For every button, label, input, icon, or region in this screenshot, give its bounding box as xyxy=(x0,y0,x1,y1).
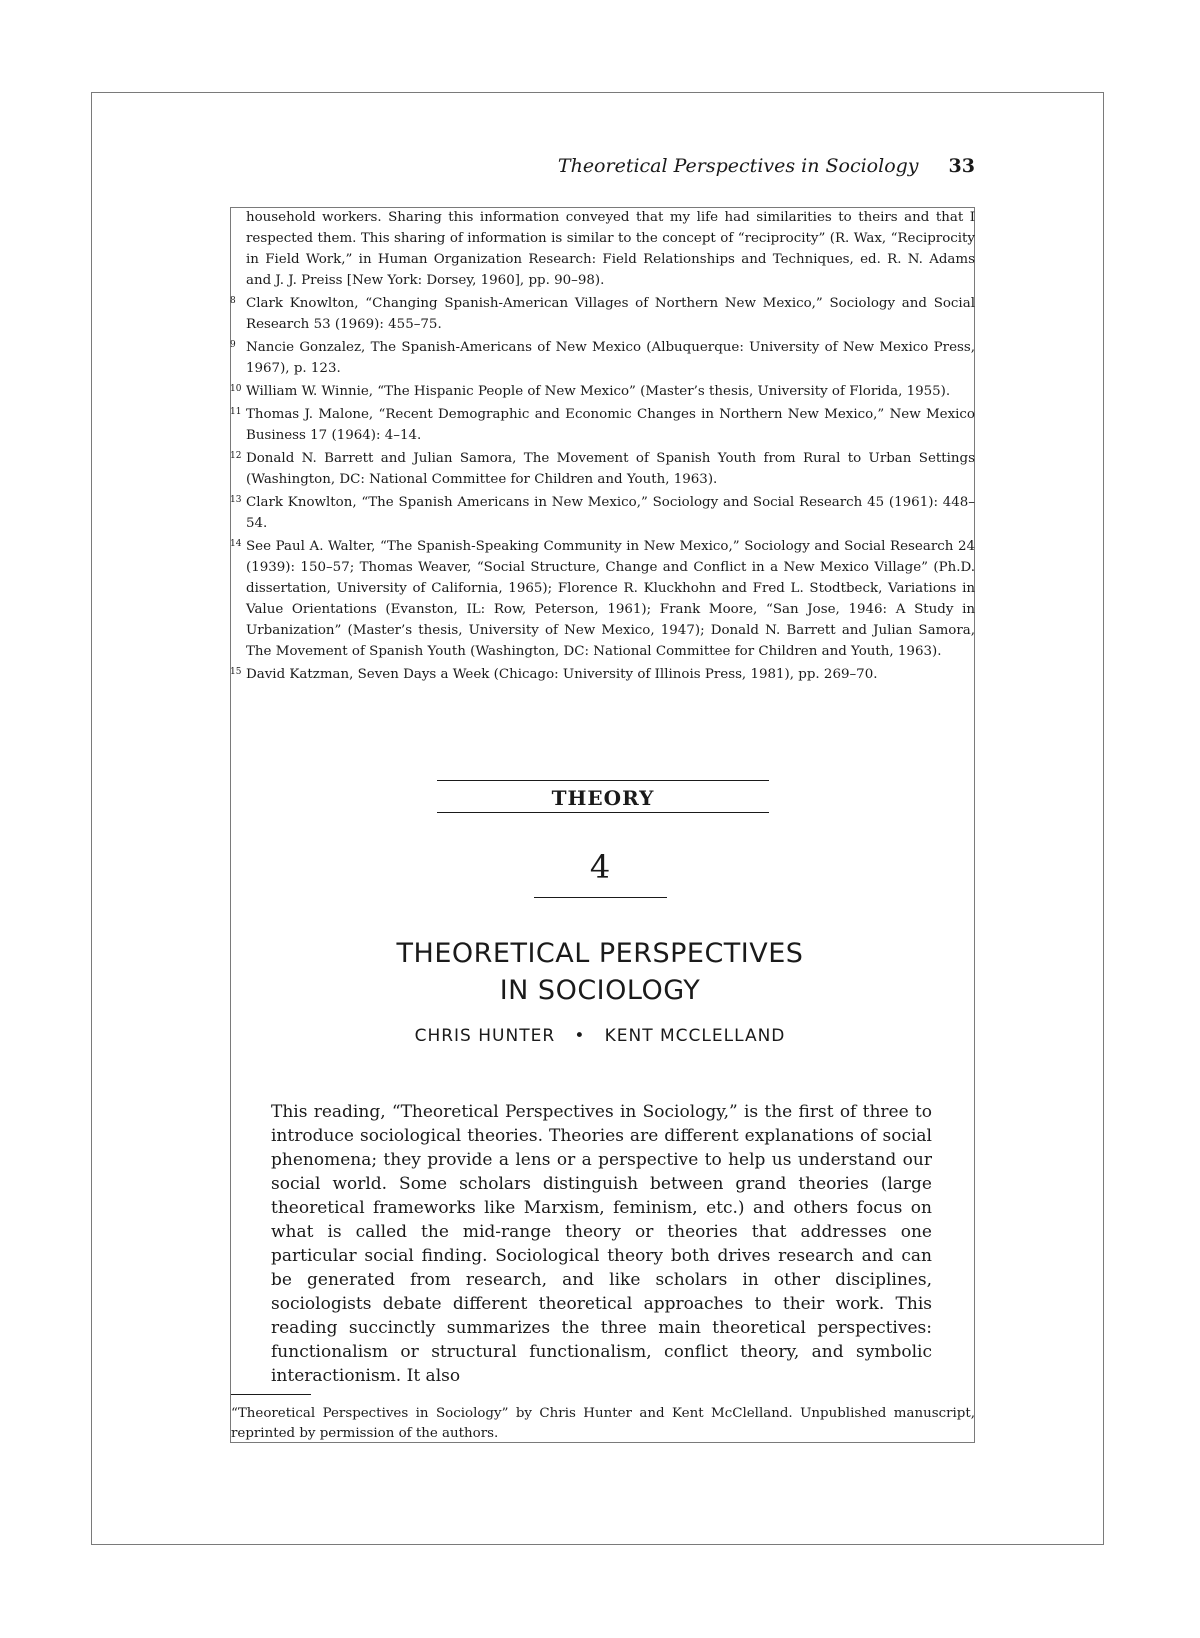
footnote-text: Nancie Gonzalez, The Spanish-Americans of New Mexico (Albuquerque: University of New Mexico Press, 1967), p. 123. xyxy=(246,340,975,376)
running-header xyxy=(230,150,975,182)
footnote-number: 11 xyxy=(230,407,242,417)
footnote-text: See Paul A. Walter, “The Spanish-Speaking Community in New Mexico,” Sociology and Social Research 24 (1939): 150–57; Thomas Weaver, “Social Structure, Change and Conflict in a New Mexico Village” (Ph.D. dissertation, University of California, 1965); Florence R. Kluckhohn and Fred L. Stodtbeck, Variations in Value Orientations (Evanston, IL: Row, Peterson, 1961); Frank Moore, “San Jose, 1946: A Study in Urbanization” (Master’s thesis, University of New Mexico, 1947); Donald N. Barrett and Julian Samora, The Movement of Spanish Youth (Washington, DC: National Committee for Children and Youth, 1963). xyxy=(246,539,975,659)
author-1: CHRIS HUNTER xyxy=(414,1026,556,1046)
footnote-number: 15 xyxy=(230,667,242,677)
author-2: KENT MCCLELLAND xyxy=(604,1026,786,1046)
author-separator: • xyxy=(574,1026,586,1046)
footnote-number: 14 xyxy=(230,539,242,549)
page-number: 33 xyxy=(948,155,975,177)
footnote-text: William W. Winnie, “The Hispanic People of New Mexico” (Master’s thesis, University of Florida, 1955). xyxy=(246,384,951,399)
source-credit: “Theoretical Perspectives in Sociology” by Chris Hunter and Kent McClelland. Unpublished manuscript, reprinted by permission of the authors. xyxy=(231,1406,975,1441)
footnote-number: 12 xyxy=(230,451,242,461)
footnote-9 xyxy=(230,337,975,379)
chapter-divider xyxy=(534,897,667,898)
footnote-number: 13 xyxy=(230,495,242,505)
footnote-text: household workers. Sharing this information conveyed that my life had similarities to theirs and that I respected them. This sharing of information is similar to the concept of “reciprocity” (R. Wax, “Reciprocity in Field Work,” in Human Organization Research: Field Relationships and Techniques, ed. R. N. Adams and J. J. Preiss [New York: Dorsey, 1960], pp. 90–98). xyxy=(246,210,975,288)
footnote-number: 9 xyxy=(230,340,236,350)
footnote-8 xyxy=(230,293,975,335)
footnote-13 xyxy=(230,492,975,534)
footnotes xyxy=(230,207,975,687)
chapter-authors xyxy=(300,1024,900,1048)
footnote-11 xyxy=(230,404,975,446)
footnote-number: 10 xyxy=(230,384,242,394)
intro-paragraph: This reading, “Theoretical Perspectives in Sociology,” is the first of three to introduce sociological theories. Theories are different explanations of social phenomena; they provide a lens or a perspective to help us understand our social world. Some scholars distinguish between grand theories (large theoretical frameworks like Marxism, feminism, etc.) and others focus on what is called the mid-range theory or theories that addresses one particular social finding. Sociological theory both drives research and can be generated from research, and like scholars in other disciplines, sociologists debate different theoretical approaches to their work. This reading succinctly summarizes the three main theoretical perspectives: functionalism or structural functionalism, conflict theory, and symbolic interactionism. It also xyxy=(271,1102,932,1386)
footnote-14 xyxy=(230,536,975,662)
chapter-title-line-1: THEORETICAL PERSPECTIVES xyxy=(396,938,804,969)
footnote-text: Clark Knowlton, “The Spanish Americans in New Mexico,” Sociology and Social Research 45 (1961): 448–54. xyxy=(246,495,975,531)
footnote-number: 8 xyxy=(230,296,236,306)
chapter-title-line-2: IN SOCIOLOGY xyxy=(499,975,701,1006)
footnote-10 xyxy=(230,381,975,402)
chapter-number: 4 xyxy=(589,848,611,886)
section-label: THEORY xyxy=(437,780,769,813)
footnote-text: Donald N. Barrett and Julian Samora, The Movement of Spanish Youth from Rural to Urban Settings (Washington, DC: National Committee for Children and Youth, 1963). xyxy=(246,451,975,487)
chapter-title xyxy=(300,935,900,1009)
footnote-15 xyxy=(230,664,975,685)
footnote-text: Clark Knowlton, “Changing Spanish-American Villages of Northern New Mexico,” Sociology and Social Research 53 (1969): 455–75. xyxy=(246,296,975,332)
footnote-12 xyxy=(230,448,975,490)
footnote-continued xyxy=(230,207,975,291)
footnote-text: David Katzman, Seven Days a Week (Chicago: University of Illinois Press, 1981), pp. 269–70. xyxy=(246,667,878,682)
footnote-divider xyxy=(231,1394,311,1395)
running-header-title: Theoretical Perspectives in Sociology xyxy=(557,155,919,177)
footnote-text: Thomas J. Malone, “Recent Demographic and Economic Changes in Northern New Mexico,” New Mexico Business 17 (1964): 4–14. xyxy=(246,407,975,443)
